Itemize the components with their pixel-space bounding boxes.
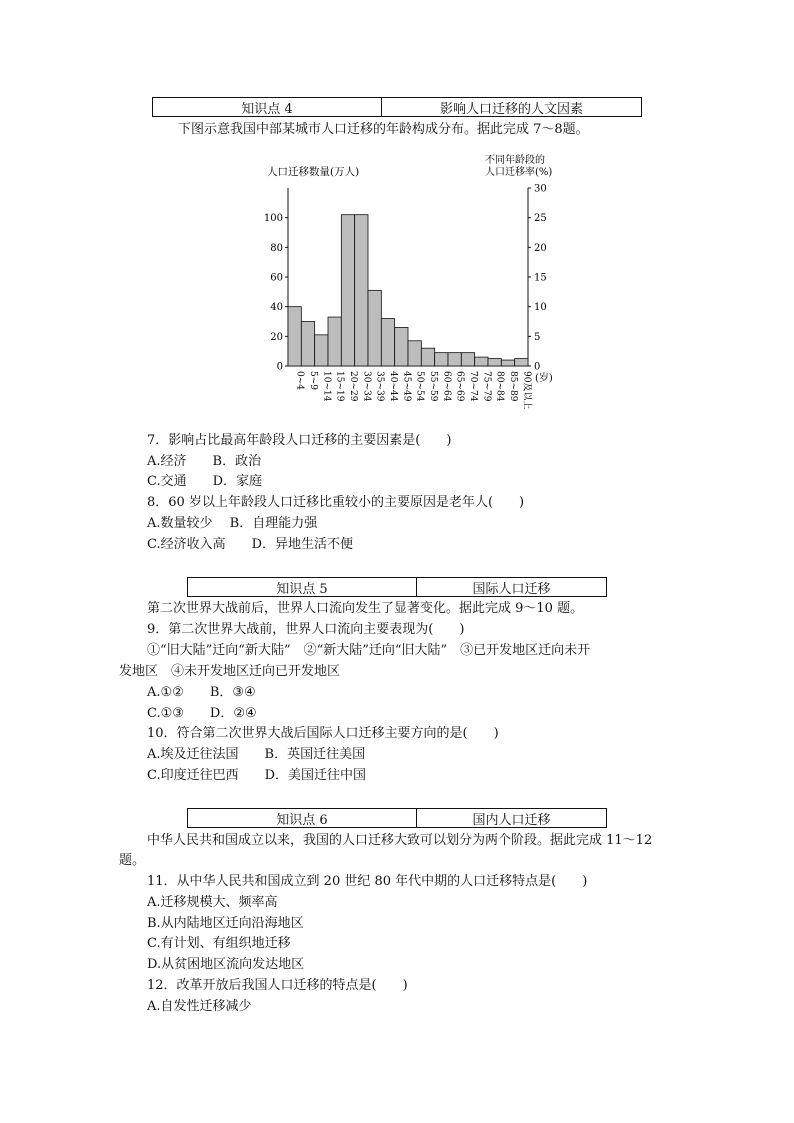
section-4-title: 影响人口迁移的人文因素 [439, 101, 583, 117]
q10-options-1: A.埃及迁往法国 B．英国迁往美国 [147, 747, 366, 762]
bar [461, 353, 474, 366]
x-unit-label: (岁) [535, 373, 553, 384]
category-label: 10~14 [321, 371, 332, 402]
category-label: 70~74 [468, 371, 478, 402]
bar [488, 359, 501, 366]
bar [395, 327, 408, 366]
section-4-header [152, 97, 642, 117]
q11-option-c: C.有计划、有组织地迁移 [147, 936, 291, 951]
intro-6-line-2: 题。 [119, 853, 146, 868]
category-label: 85~89 [508, 371, 518, 402]
right-tick-label: 25 [534, 213, 547, 225]
category-label: 30~34 [361, 371, 372, 402]
left-tick-label: 0 [276, 361, 283, 373]
q11-stem: 11．从中华人民共和国成立到 20 世纪 80 年代中期的人口迁移特点是( ) [147, 874, 588, 889]
q11-option-d: D.从贫困地区流向发达地区 [147, 957, 305, 972]
category-label: 5~9 [308, 371, 318, 390]
category-label: 20~29 [348, 371, 358, 402]
q9-line-1: ①“旧大陆”迁向“新大陆” ②“新大陆”迁向“旧大陆” ③已开发地区迁向未开 [147, 643, 591, 658]
intro-6-line-1: 中华人民共和国成立以来，我国的人口迁移大致可以划分为两个阶段。据此完成 11～12 [147, 833, 653, 848]
q9-options-2: C.①③ D．②④ [147, 706, 257, 721]
bar [501, 360, 514, 366]
left-tick-label: 20 [270, 331, 283, 343]
category-label: 90及以上 [521, 371, 532, 410]
right-tick-label: 10 [534, 302, 547, 314]
section-6-label: 知识点 6 [188, 809, 417, 827]
category-label: 60~64 [441, 371, 452, 402]
left-axis-label: 人口迁移数量(万人) [267, 166, 360, 178]
category-label: 45~49 [401, 371, 412, 402]
q9-line-2: 发地区 ④未开发地区迁向已开发地区 [119, 664, 341, 679]
section-6-title: 国内人口迁移 [472, 812, 551, 828]
q7-stem: 7．影响占比最高年龄段人口迁移的主要因素是( ) [147, 433, 452, 448]
intro-5: 第二次世界大战前后，世界人口流向发生了显著变化。据此完成 9～10 题。 [147, 601, 584, 616]
right-tick-label: 30 [534, 183, 547, 195]
q9-stem: 9．第二次世界大战前，世界人口流向主要表现为( ) [147, 622, 465, 637]
bar [515, 359, 528, 366]
bar [301, 322, 314, 367]
category-label: 55~59 [428, 371, 438, 402]
category-label: 40~44 [388, 371, 398, 402]
section-5-header [187, 577, 607, 597]
bar [421, 348, 434, 366]
left-tick-label: 40 [270, 302, 283, 314]
left-tick-label: 100 [263, 213, 283, 225]
right-axis-label-1: 不同年龄段的 [485, 155, 545, 166]
category-label: 65~69 [454, 371, 465, 402]
bar [328, 317, 341, 366]
right-axis-label-2: 人口迁移率(%) [485, 167, 553, 178]
left-tick-label: 80 [270, 242, 283, 254]
bar [315, 335, 328, 366]
section-5-title: 国际人口迁移 [472, 581, 551, 597]
q9-options-1: A.①② B．③④ [147, 685, 256, 700]
q10-options-2: C.印度迁往巴西 D．美国迁往中国 [147, 768, 367, 783]
q8-stem: 8．60 岁以上年龄段人口迁移比重较小的主要原因是老年人( ) [147, 495, 525, 510]
bar [475, 357, 488, 366]
q12-option-a: A.自发性迁移减少 [147, 999, 252, 1014]
category-label: 75~79 [481, 371, 492, 402]
category-label: 80~84 [494, 371, 505, 402]
left-tick-label: 60 [270, 272, 283, 284]
bar [355, 215, 368, 366]
right-tick-label: 5 [534, 331, 541, 343]
bar [381, 319, 394, 366]
intro-4: 下图示意我国中部某城市人口迁移的年龄构成分布。据此完成 7～8题。 [178, 122, 589, 137]
q11-option-a: A.迁移规模大、频率高 [147, 895, 278, 910]
right-tick-label: 20 [534, 242, 547, 254]
category-label: 50~54 [414, 371, 425, 402]
category-label: 35~39 [374, 371, 385, 402]
q8-options-1: A.数量较少 B．自理能力强 [147, 516, 318, 531]
q12-stem: 12．改革开放后我国人口迁移的特点是( ) [147, 978, 408, 993]
migration-age-chart [255, 148, 575, 423]
q7-options-1: A.经济 B．政治 [147, 454, 262, 469]
bar [288, 307, 301, 366]
bar [448, 353, 461, 366]
q8-options-2: C.经济收入高 D．异地生活不便 [147, 537, 354, 552]
category-label: 15~19 [334, 371, 345, 402]
section-4-label: 知识点 4 [153, 98, 382, 116]
category-label: 0~4 [294, 371, 305, 390]
q11-option-b: B.从内陆地区迁向沿海地区 [147, 916, 304, 931]
section-5-label: 知识点 5 [188, 578, 417, 596]
q7-options-2: C.交通 D．家庭 [147, 474, 263, 489]
q10-stem: 10．符合第二次世界大战后国际人口迁移主要方向的是( ) [147, 726, 499, 741]
right-tick-label: 0 [534, 361, 541, 373]
bar [368, 290, 381, 366]
bar [341, 215, 354, 366]
right-tick-label: 15 [534, 272, 547, 284]
bar [408, 341, 421, 366]
bar [435, 353, 448, 366]
section-6-header [187, 808, 607, 828]
